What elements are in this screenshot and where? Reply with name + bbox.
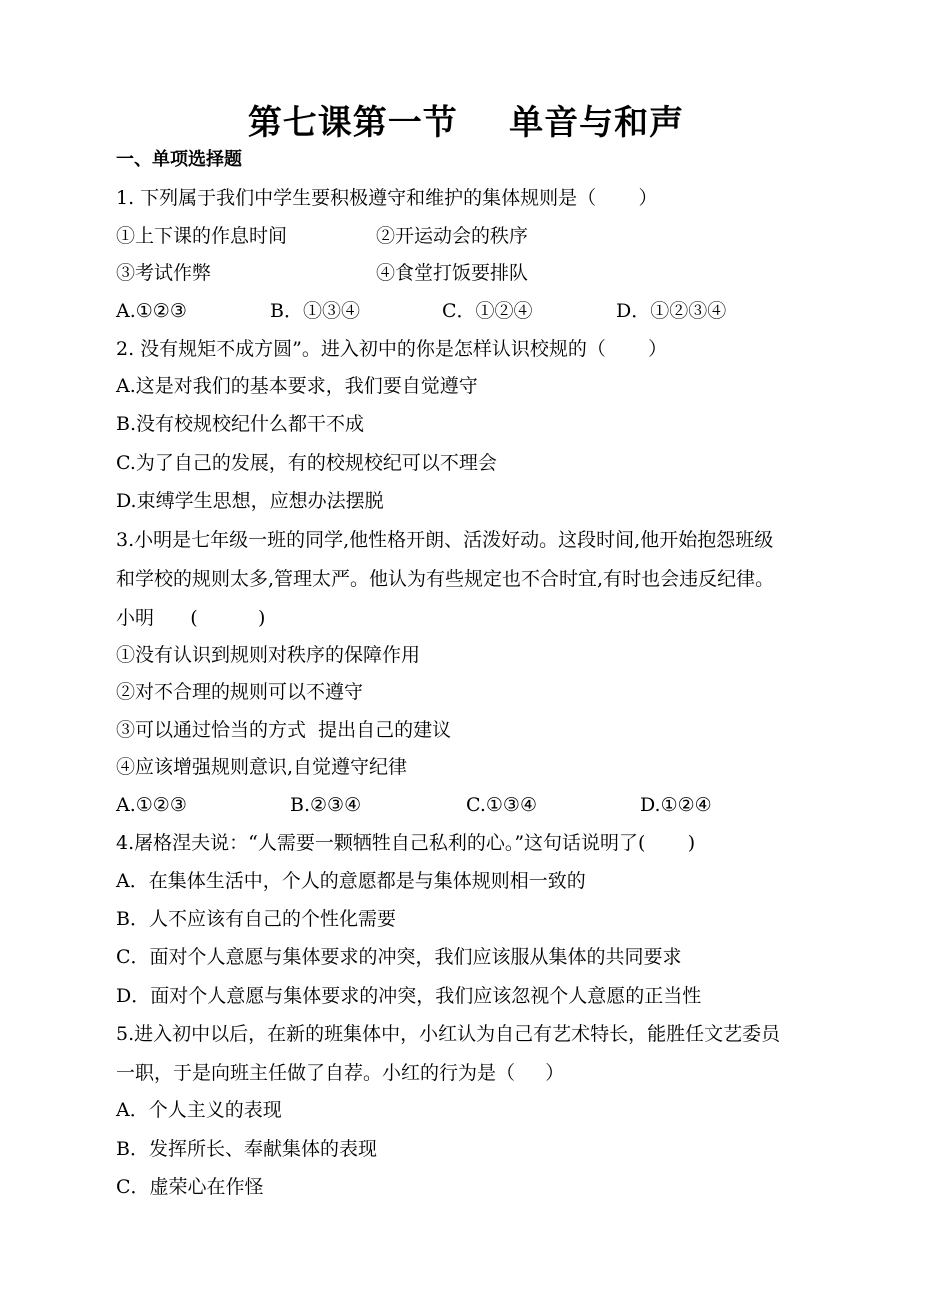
question-4-choice-d: D．面对个人意愿与集体要求的冲突，我们应该忽视个人意愿的正当性	[116, 985, 702, 1007]
question-1-item-2: ②开运动会的秩序	[376, 225, 529, 247]
question-4-stem: 4.屠格涅夫说：“人需要一颗牺牲自己私利的心。”这句话说明了( )	[116, 832, 696, 854]
question-2-choice-a: A.这是对我们的基本要求，我们要自觉遵守	[116, 375, 478, 397]
question-4-choice-c: C．面对个人意愿与集体要求的冲突，我们应该服从集体的共同要求	[116, 946, 682, 968]
question-5-choice-a: A．个人主义的表现	[116, 1099, 282, 1121]
question-2-stem: 2. 没有规矩不成方圆”。进入初中的你是怎样认识校规的（ ）	[116, 338, 668, 360]
question-2-choice-d: D.束缚学生思想，应想办法摆脱	[116, 490, 384, 512]
question-2-choice-b: B.没有校规校纪什么都干不成	[116, 413, 365, 435]
question-1-choice-a: A.①②③	[116, 300, 187, 322]
question-1-choice-d: D．①②③④	[616, 300, 727, 322]
question-1-item-4: ④食堂打饭要排队	[376, 262, 529, 284]
question-5-stem-line-1: 5.进入初中以后，在新的班集体中，小红认为自己有艺术特长，能胜任文艺委员	[116, 1023, 781, 1045]
question-1-item-3: ③考试作弊	[116, 262, 212, 284]
question-1-item-1: ①上下课的作息时间	[116, 225, 288, 247]
question-4-choice-b: B．人不应该有自己的个性化需要	[116, 908, 396, 930]
question-3-choice-b: B.②③④	[290, 794, 362, 816]
question-3-item-1: ①没有认识到规则对秩序的保障作用	[116, 644, 421, 666]
page-title: 第七课第一节 单音与和声	[247, 103, 685, 143]
question-3-item-3: ③可以通过恰当的方式 提出自己的建议	[116, 719, 452, 741]
question-5-choice-c: C．虚荣心在作怪	[116, 1176, 264, 1198]
question-5-choice-b: B．发挥所长、奉献集体的表现	[116, 1138, 377, 1160]
question-4-choice-a: A．在集体生活中，个人的意愿都是与集体规则相一致的	[116, 870, 586, 892]
question-3-item-4: ④应该增强规则意识,自觉遵守纪律	[116, 756, 408, 778]
question-3-choice-c: C.①③④	[466, 794, 537, 816]
question-3-stem-line-3: 小明 ( )	[116, 607, 266, 629]
question-1-stem: 1. 下列属于我们中学生要积极遵守和维护的集体规则是（ ）	[116, 187, 658, 209]
question-3-choice-a: A.①②③	[116, 794, 187, 816]
question-3-choice-d: D.①②④	[640, 794, 712, 816]
question-3-stem-line-1: 3.小明是七年级一班的同学,他性格开朗、活泼好动。这段时间,他开始抱怨班级	[116, 529, 774, 551]
question-1-choice-c: C．①②④	[442, 300, 533, 322]
section-heading: 一、单项选择题	[116, 149, 242, 170]
question-3-item-2: ②对不合理的规则可以不遵守	[116, 681, 364, 703]
question-1-choice-b: B．①③④	[270, 300, 360, 322]
question-5-stem-line-2: 一职，于是向班主任做了自荐。小红的行为是（ ）	[116, 1062, 565, 1084]
question-2-choice-c: C.为了自己的发展，有的校规校纪可以不理会	[116, 452, 497, 474]
question-3-stem-line-2: 和学校的规则太多,管理太严。他认为有些规定也不合时宜,有时也会违反纪律。	[116, 568, 775, 590]
